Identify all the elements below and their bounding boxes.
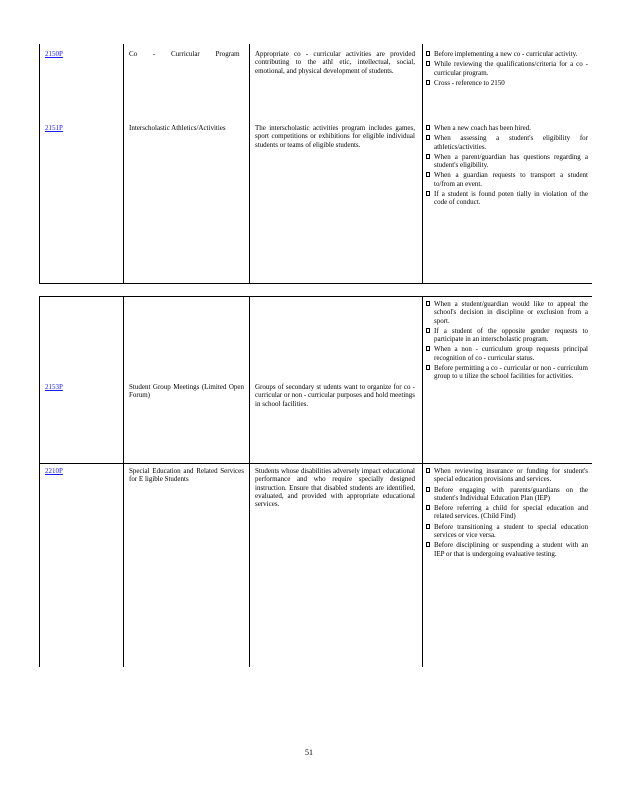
checkbox-bullet-icon — [426, 154, 430, 159]
policy-description: The interscholastic activities program includes games, sport competitions or exhibitions for eligible individual students or teams of eligible students. — [255, 124, 415, 149]
column-divider — [422, 297, 423, 667]
checkbox-bullet-icon — [426, 135, 430, 140]
list-item: When a non - curriculum group requests principal recognition of co - curricular status. — [426, 345, 588, 362]
policy-table-1 — [39, 44, 592, 284]
trigger-list — [426, 300, 588, 383]
column-divider — [249, 44, 250, 283]
policy-description: Students whose disabilities adversely impact educational performance and who require specially designed instruction. Ensure that disabled students are identified, evaluated, and provided with appropriate educational services. — [255, 467, 415, 509]
policy-code-link[interactable]: 2153P — [45, 383, 63, 391]
trigger-list — [426, 50, 588, 89]
list-item: When a student/guardian would like to appeal the school's decision in discipline or exclusion from a sport. — [426, 300, 588, 325]
checkbox-bullet-icon — [426, 346, 430, 351]
table-border — [39, 297, 40, 667]
list-item: When a parent/guardian has questions regarding a student's eligibility. — [426, 153, 588, 170]
page-number: 51 — [305, 748, 313, 757]
policy-table-2 — [39, 296, 592, 667]
column-divider — [123, 297, 124, 667]
checkbox-bullet-icon — [426, 191, 430, 196]
checkbox-bullet-icon — [426, 172, 430, 177]
policy-code-link[interactable]: 2151P — [45, 124, 63, 132]
checkbox-bullet-icon — [426, 524, 430, 529]
checkbox-bullet-icon — [426, 328, 430, 333]
list-item: When a guardian requests to transport a student to/from an event. — [426, 171, 588, 188]
checkbox-bullet-icon — [426, 468, 430, 473]
checkbox-bullet-icon — [426, 61, 430, 66]
list-item: When a new coach has been hired. — [426, 124, 588, 132]
list-item: When assessing a student's eligibility for athletics/activities. — [426, 134, 588, 151]
list-item: Before referring a child for special education and related services. (Child Find) — [426, 504, 588, 521]
list-item: Before implementing a new co - curricular activity. — [426, 50, 588, 58]
policy-description: Groups of secondary st udents want to organize for co - curricular or non - curricular purposes and hold meetings in school facilities. — [255, 383, 415, 408]
checkbox-bullet-icon — [426, 125, 430, 130]
list-item: If a student of the opposite gender requests to participate in an interscholastic program. — [426, 327, 588, 344]
list-item: If a student is found poten tially in violation of the code of conduct. — [426, 190, 588, 207]
list-item: When reviewing insurance or funding for student's special education provisions and services. — [426, 467, 588, 484]
list-item: Before transitioning a student to special education services or vice versa. — [426, 523, 588, 540]
checkbox-bullet-icon — [426, 365, 430, 370]
trigger-list — [426, 124, 588, 209]
column-divider — [249, 297, 250, 667]
policy-code-link[interactable]: 2150P — [45, 50, 63, 58]
policy-description: Appropriate co - curricular activities are provided contributing to the athl etic, intellectual, social, emotional, and physical development of students. — [255, 50, 415, 75]
checkbox-bullet-icon — [426, 505, 430, 510]
checkbox-bullet-icon — [426, 301, 430, 306]
policy-title: Student Group Meetings (Limited Open Forum) — [129, 383, 244, 400]
column-divider — [123, 44, 124, 283]
list-item: Before permitting a co - curricular or non - curriculum group to u tilize the school facilities for activities. — [426, 364, 588, 381]
row-divider — [39, 463, 592, 464]
checkbox-bullet-icon — [426, 80, 430, 85]
policy-title: Interscholastic Athletics/Activities — [129, 124, 226, 132]
list-item: Before engaging with parents/guardians on the student's Individual Education Plan (IEP) — [426, 486, 588, 503]
checkbox-bullet-icon — [426, 542, 430, 547]
list-item: While reviewing the qualifications/criteria for a co - curricular program. — [426, 60, 588, 77]
checkbox-bullet-icon — [426, 487, 430, 492]
table-border — [39, 44, 40, 283]
policy-title: Co - Curricular Program — [129, 50, 240, 58]
column-divider — [422, 44, 423, 283]
policy-title: Special Education and Related Services for E ligible Students — [129, 467, 244, 484]
trigger-list — [426, 467, 588, 560]
list-item: Before disciplining or suspending a student with an IEP or that is undergoing evaluative testing. — [426, 541, 588, 558]
checkbox-bullet-icon — [426, 51, 430, 56]
policy-code-link[interactable]: 2210P — [45, 467, 63, 475]
list-item: Cross - reference to 2150 — [426, 79, 588, 87]
